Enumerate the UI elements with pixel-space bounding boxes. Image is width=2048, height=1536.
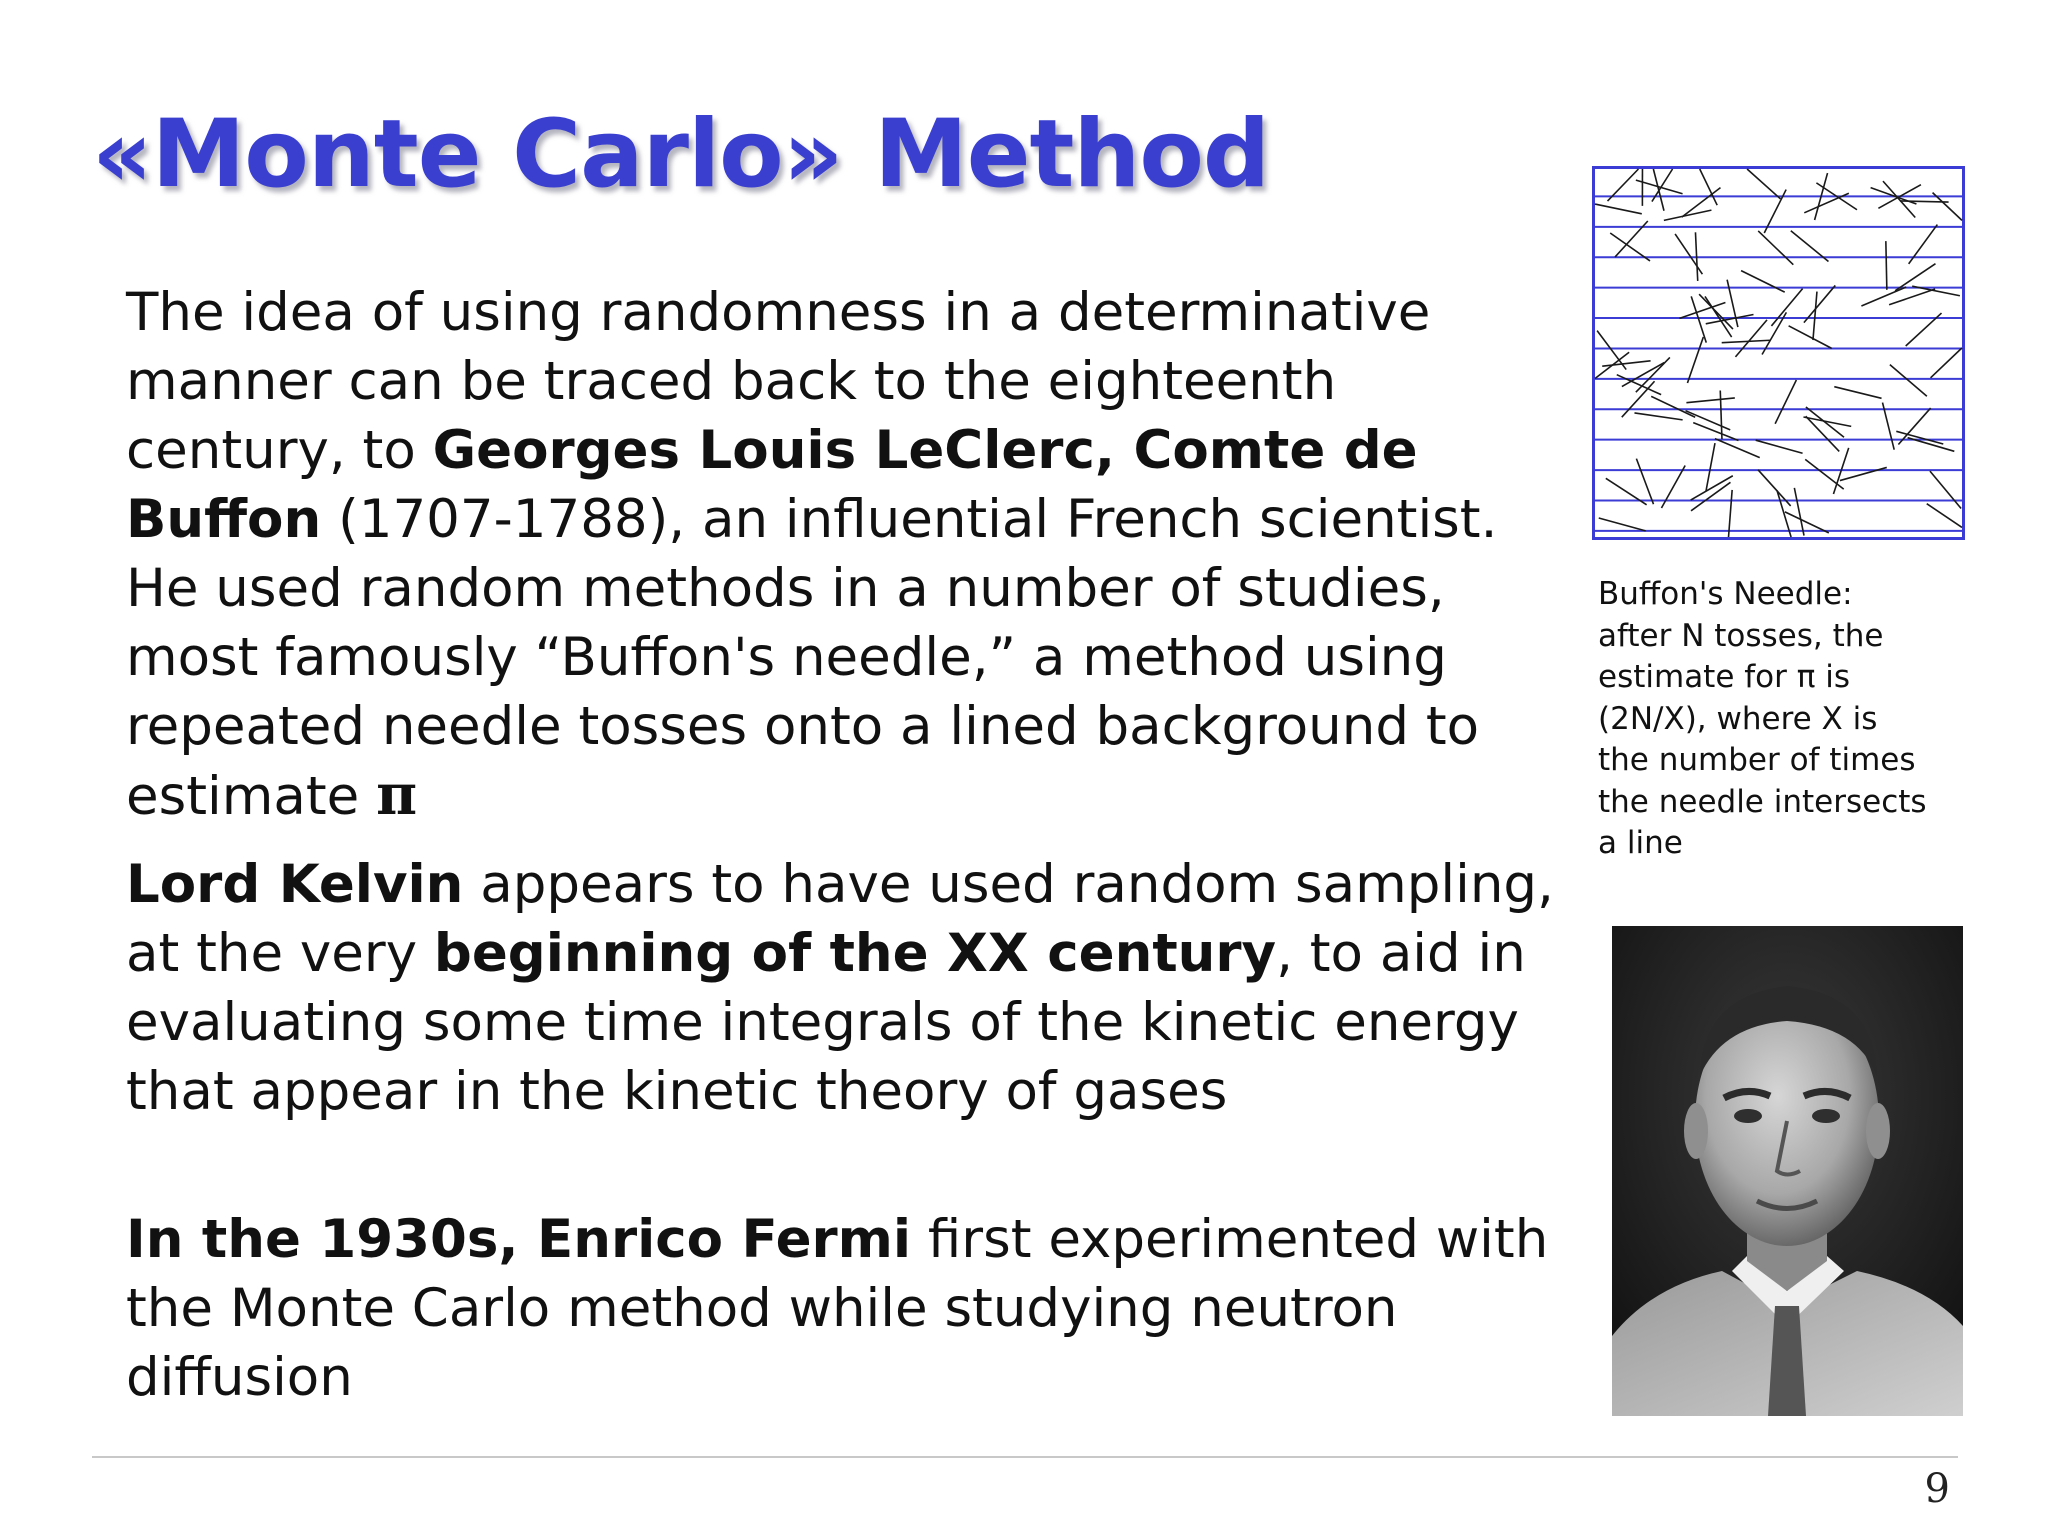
needle-caption-line: after N tosses, the [1598,617,1884,654]
needle [1886,241,1887,290]
buffon-needle-figure [1592,166,1965,540]
buffon-text-2: (1707-1788), an influential French scientist. He used random methods in a number of studies, most famously “Buffon's needle,” a method using repeated needle tosses onto a lined background to estimate [126,489,1498,827]
paragraph-kelvin [126,850,1556,1126]
buffon-name: Georges Louis LeClerc, Comte de Buffon [126,420,1418,550]
pi-symbol: π [376,762,418,828]
page-number: 9 [1924,1466,1950,1512]
paragraph-buffon [126,278,1556,831]
portrait-left-eye [1734,1109,1762,1123]
portrait-right-ear [1866,1103,1890,1159]
portrait-left-ear [1684,1103,1708,1159]
footer-divider [92,1456,1958,1458]
needle-caption-line: Buffon's Needle: [1598,576,1853,612]
slide-title: «Monte Carlo» Method [92,100,1270,209]
needle-caption-line: a line [1598,825,1683,861]
needle-figure-border [1594,168,1964,539]
fermi-portrait-photo [1612,926,1963,1416]
needle-caption-line: the number of times [1598,742,1916,778]
needle-caption-line: (2N/X), where X is [1598,700,1878,737]
kelvin-text-2: , to aid in evaluating some time integrals of the kinetic energy that appear in the kinetic theory of gases [126,923,1526,1122]
fermi-text-1: first experimented with the Monte Carlo method while studying neutron diffusion [126,1209,1549,1408]
needle-caption-line: estimate for π is [1598,659,1851,695]
kelvin-name: Lord Kelvin [126,854,464,915]
needle-caption-line: the needle intersects [1598,783,1927,820]
kelvin-century: beginning of the XX century [433,923,1277,984]
fermi-lead: In the 1930s, Enrico Fermi [126,1209,912,1270]
portrait-right-eye [1812,1109,1840,1123]
kelvin-text-1: appears to have used random sampling, at the very [126,854,1554,984]
needle-caption [1598,574,1978,865]
paragraph-fermi [126,1205,1556,1412]
buffon-text-1: The idea of using randomness in a determinative manner can be traced back to the eighteenth century, to [126,282,1431,481]
